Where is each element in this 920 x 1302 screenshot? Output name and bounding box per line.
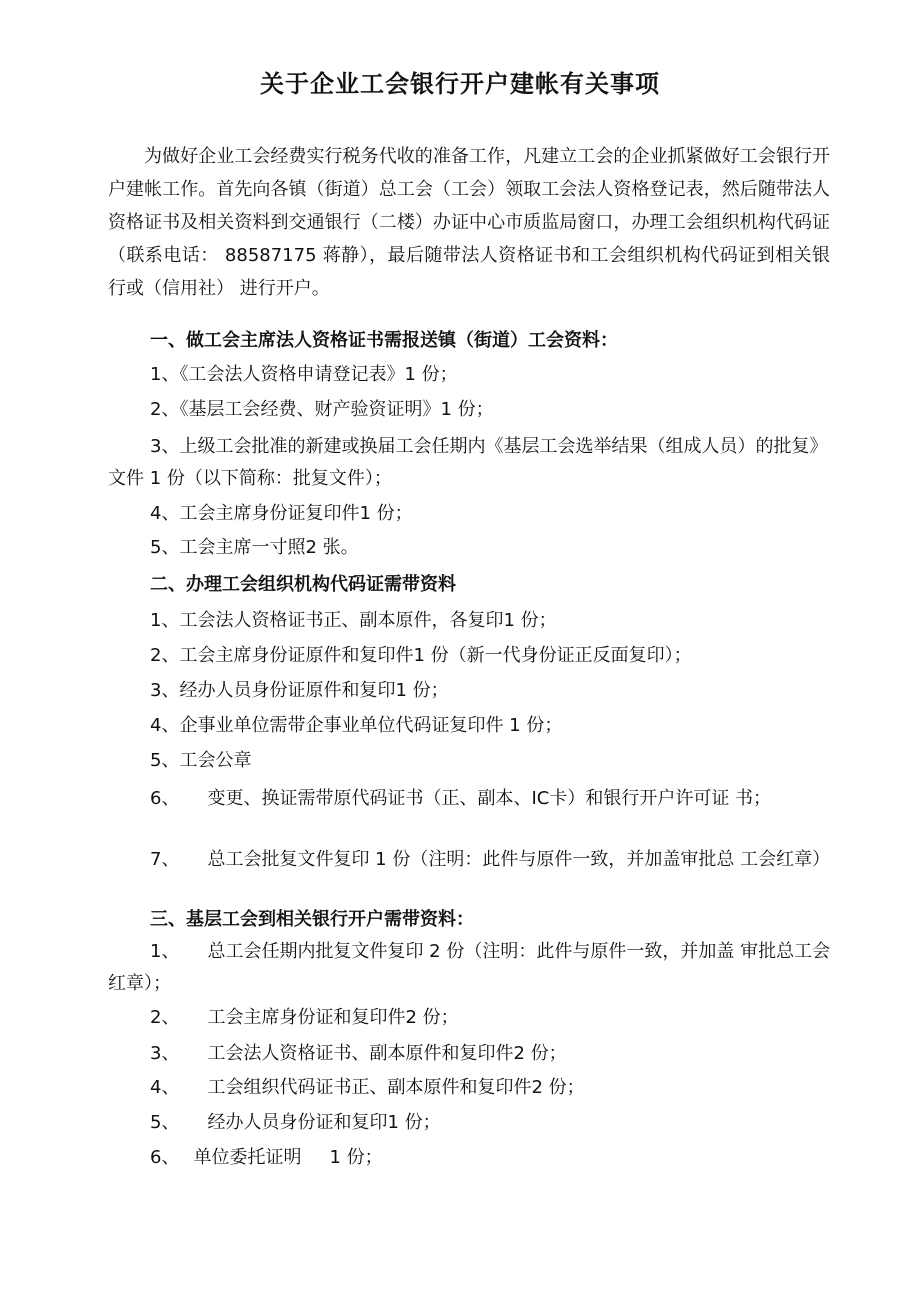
section2-item-2: 2、工会主席身份证原件和复印件1 份（新一代身份证正反面复印）； — [150, 645, 692, 666]
section3-item-1-text: 总工会任期内批复文件复印 2 份（注明：此件与原件一致，并加盖 审批总工会红章）； — [108, 941, 831, 994]
section3-item-3 — [150, 1038, 567, 1070]
section2-item-7-text: 总工会批复文件复印 1 份（注明：此件与原件一致，并加盖审批总 工会红章） — [207, 849, 831, 870]
section3-item-2-number: 2、 — [150, 1007, 180, 1028]
section1-item-3: 3、上级工会批准的新建或换届工会任期内《基层工会选举结果（组成人员）的批复》文件 1 份（以下简称：批复文件）； — [108, 436, 828, 489]
section2-item-6-text: 变更、换证需带原代码证书（正、副本、IC卡）和银行开户许可证 书； — [207, 788, 772, 809]
section1-item-2: 2、《基层工会经费、财产验资证明》1 份； — [150, 399, 494, 420]
section2-item-3: 3、经办人员身份证原件和复印1 份； — [150, 680, 449, 701]
section2-item-6-number: 6、 — [150, 788, 180, 809]
section2-item-6 — [108, 783, 832, 815]
section3-item-4-number: 4、 — [150, 1077, 180, 1098]
section3-heading: 三、基层工会到相关银行开户需带资料： — [150, 909, 474, 930]
intro-paragraph: 为做好企业工会经费实行税务代收的准备工作，凡建立工会的企业抓紧做好工会银行开户建帐工作。首先向各镇（街道）总工会（工会）领取工会法人资格登记表，然后随带法人资格证书及相关资料到交通银行（二楼）办证中心市质监局窗口，办理工会组织机构代码证（联系电话： 88587175 蒋静），最后随带法人资格证书和工会组织机构代码证到相关银行或（信用社） 进行开户。 — [108, 146, 830, 299]
section3-item-6-text: 单位委托证明 — [193, 1147, 302, 1168]
section3-item-4 — [150, 1072, 585, 1104]
section2-item-7 — [108, 844, 832, 876]
section3-item-6 — [150, 1142, 383, 1174]
section2-heading: 二、办理工会组织机构代码证需带资料 — [150, 574, 456, 595]
section1-item-5: 5、工会主席一寸照2 张。 — [150, 537, 359, 558]
section3-item-2-text: 工会主席身份证和复印件2 份； — [207, 1007, 459, 1028]
section1-item-1: 1、《工会法人资格申请登记表》1 份； — [150, 364, 458, 385]
section2-item-4: 4、企事业单位需带企事业单位代码证复印件 1 份； — [150, 715, 563, 736]
section3-item-6-number: 6、 — [150, 1147, 180, 1168]
section2-item-7-number: 7、 — [150, 849, 180, 870]
section3-item-5-number: 5、 — [150, 1112, 180, 1133]
section3-item-1-number: 1、 — [150, 941, 180, 962]
section3-item-5 — [150, 1107, 441, 1139]
section3-item-3-number: 3、 — [150, 1043, 180, 1064]
section3-item-4-text: 工会组织代码证书正、副本原件和复印件2 份； — [207, 1077, 585, 1098]
section3-item-3-text: 工会法人资格证书、副本原件和复印件2 份； — [207, 1043, 567, 1064]
document-title: 关于企业工会银行开户建帐有关事项 — [260, 70, 660, 98]
section3-item-2 — [150, 1002, 459, 1034]
section1-item-4: 4、工会主席身份证复印件1 份； — [150, 503, 413, 524]
section1-heading: 一、做工会主席法人资格证书需报送镇（街道）工会资料： — [150, 330, 618, 351]
section3-item-6-quantity: 1 份； — [329, 1147, 383, 1168]
section2-item-5: 5、工会公章 — [150, 750, 252, 771]
section2-item-1: 1、工会法人资格证书正、副本原件，各复印1 份； — [150, 610, 557, 631]
section3-item-5-text: 经办人员身份证和复印1 份； — [207, 1112, 441, 1133]
section3-item-1 — [108, 936, 832, 1000]
